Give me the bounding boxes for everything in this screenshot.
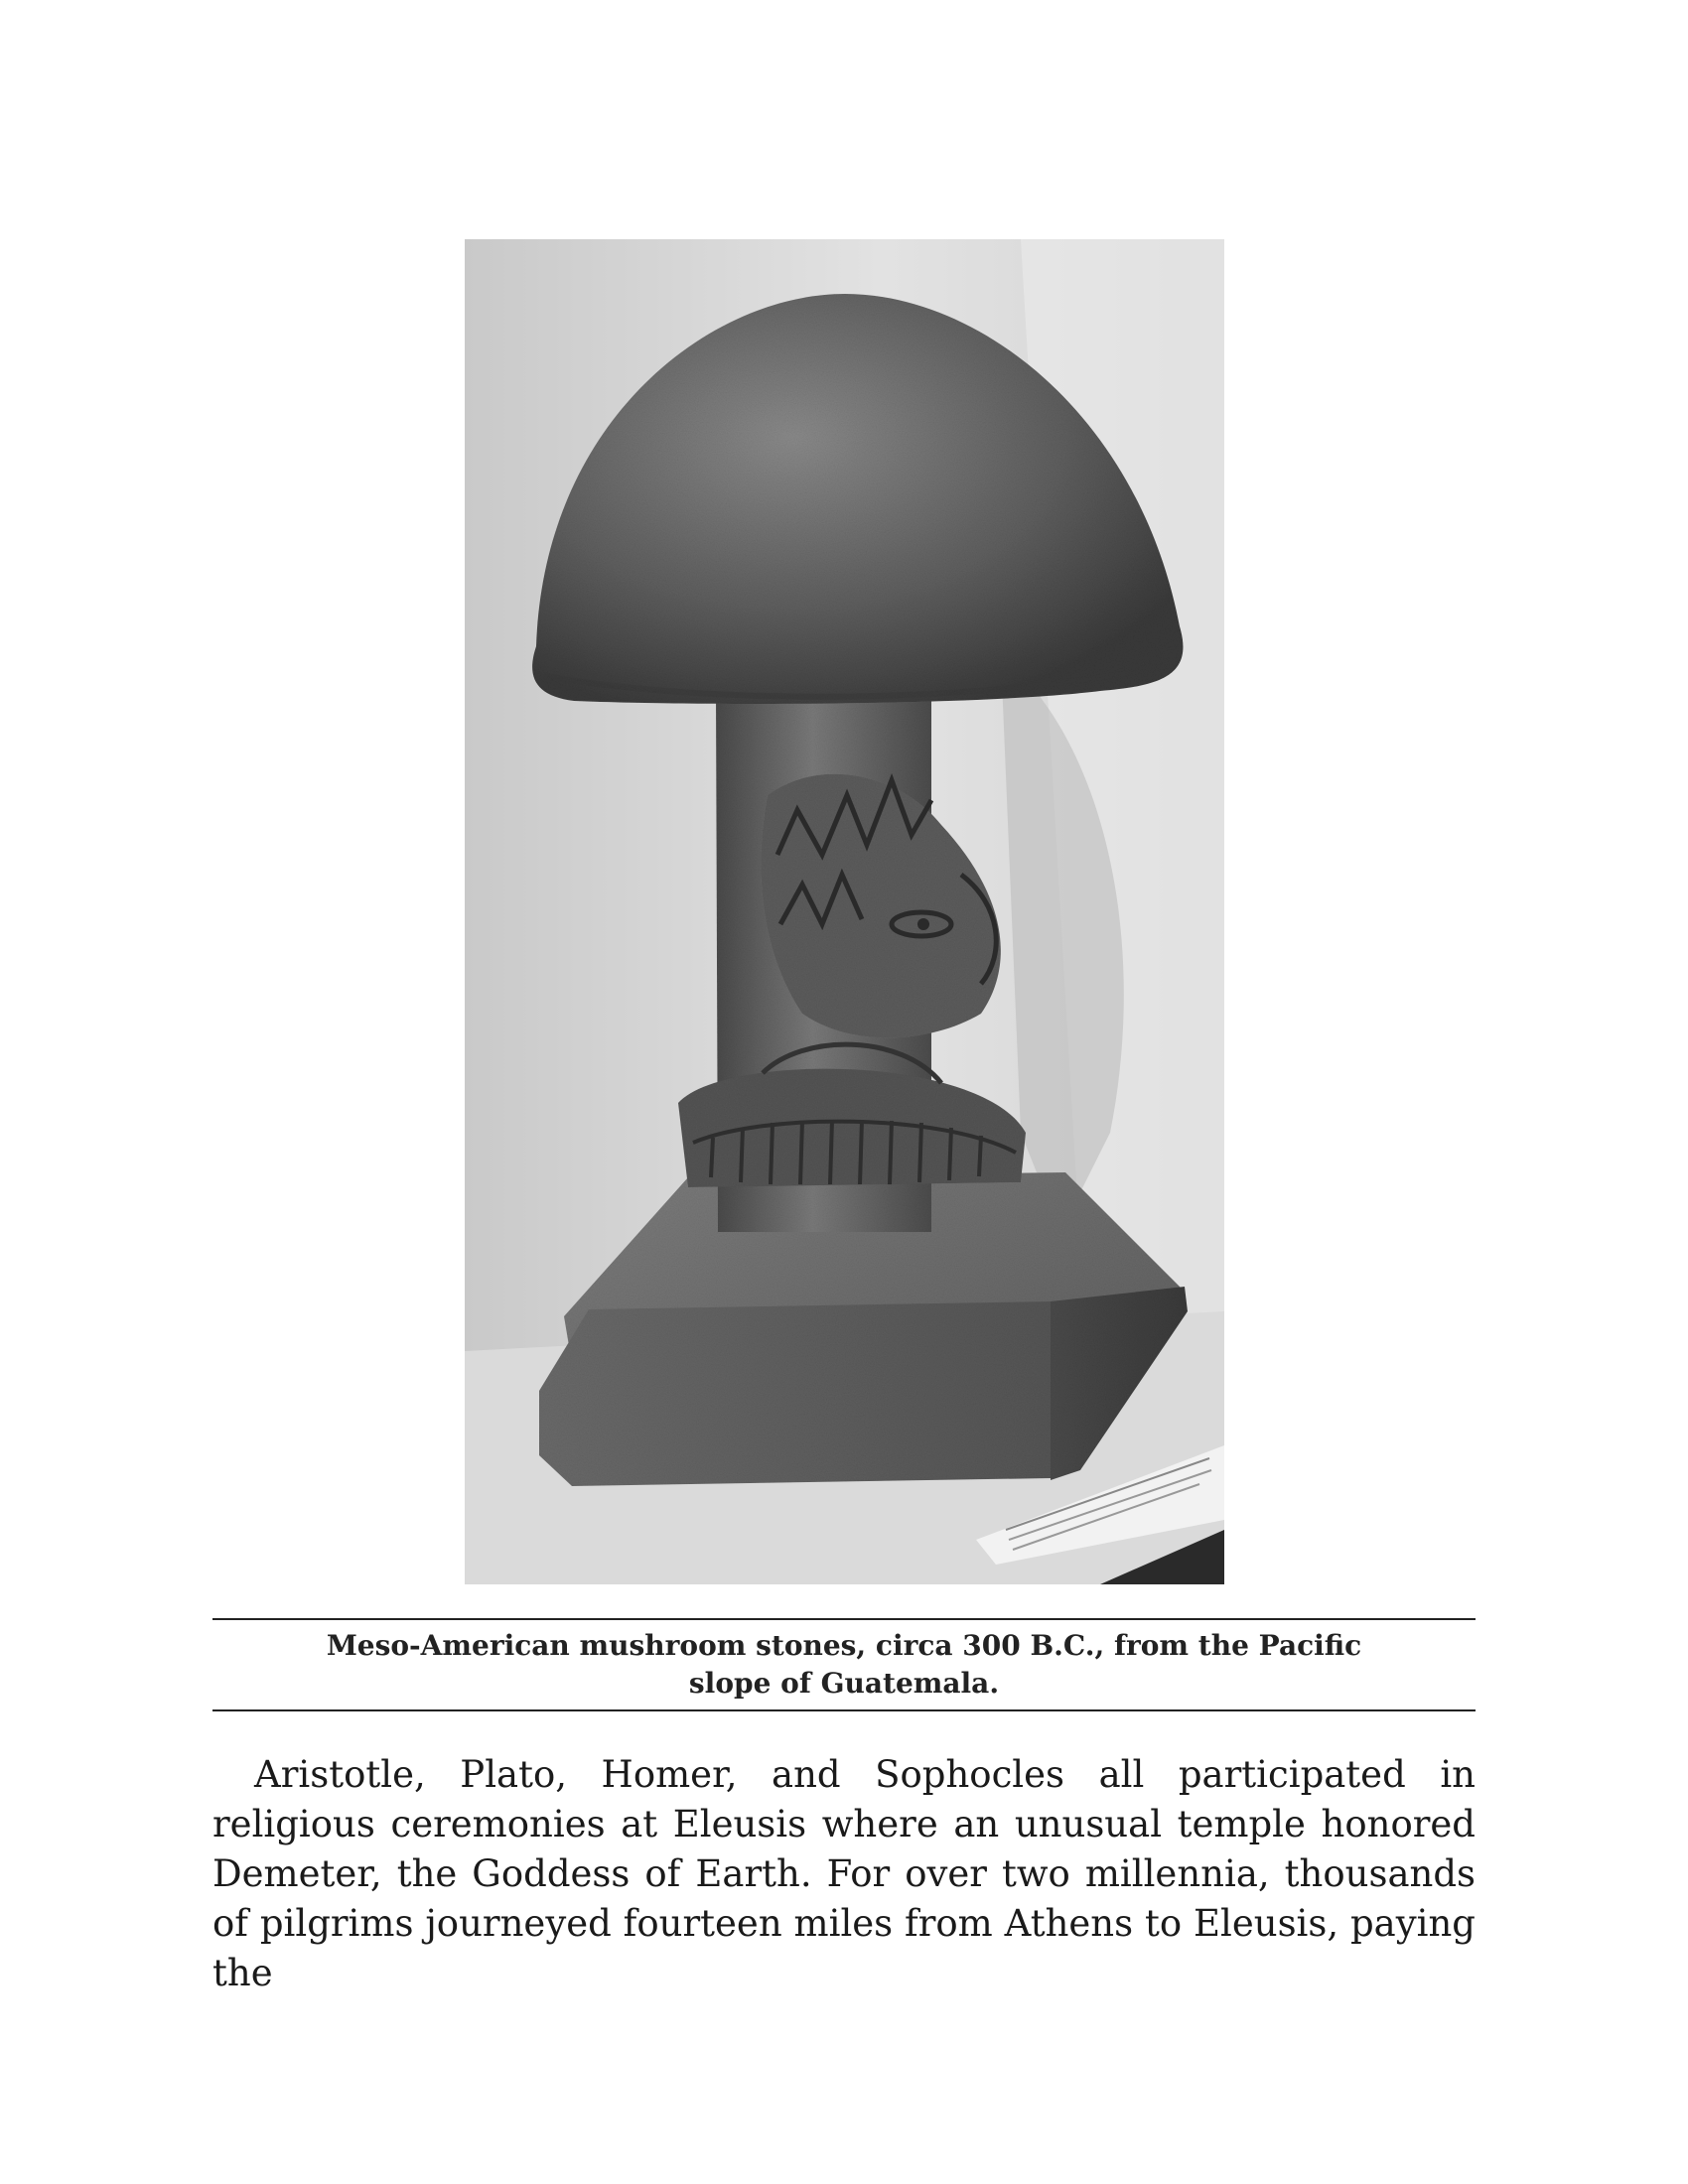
mushroom-stone-photo [465,239,1224,1584]
body-paragraph: Aristotle, Plato, Homer, and Sophocles all participated in religious ceremonies at Eleusis where an unusual temple honored Demeter, the Goddess of Earth. For over two millennia, thousands of pilgrims journeyed fourteen miles from Athens to Eleusis, paying the [212,1753,1476,1994]
figure-caption-block [212,1618,1476,1711]
figure-caption: Meso-American mushroom stones, circa 300 B.C., from the Pacific slope of Guatemala. [326,1629,1362,1700]
